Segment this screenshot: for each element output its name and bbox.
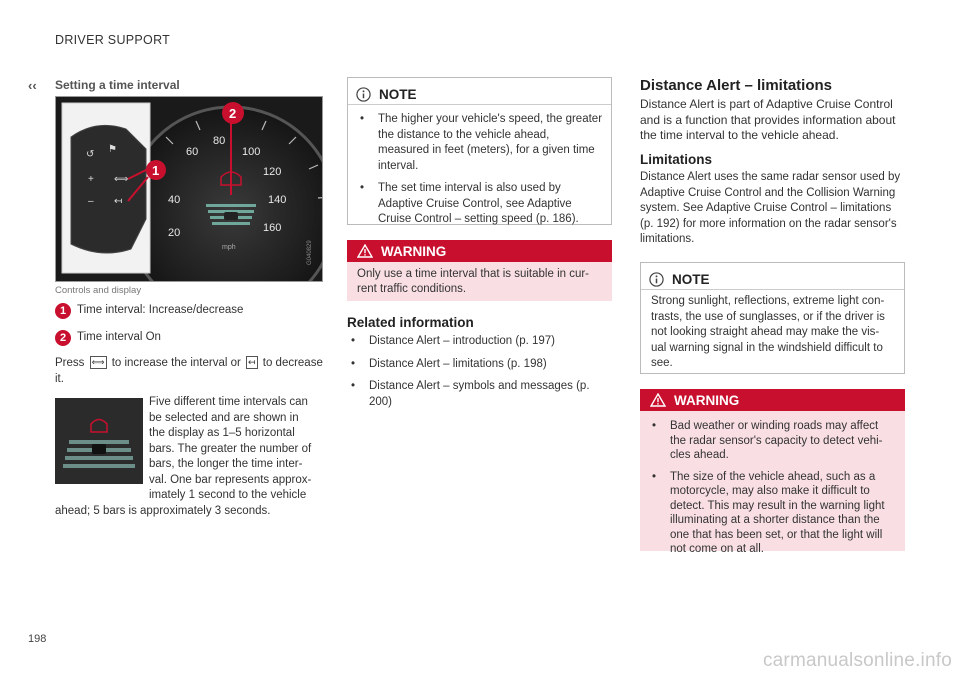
svg-text:1: 1 bbox=[152, 163, 160, 178]
info-icon bbox=[649, 272, 664, 287]
warning-text: Only use a time interval that is suitable in cur-rent traffic conditions. bbox=[357, 268, 590, 295]
warning-list bbox=[640, 411, 905, 557]
back-chevron-icon[interactable]: ‹‹ bbox=[28, 78, 37, 93]
watermark: carmanualsonline.info bbox=[762, 650, 952, 671]
note-header bbox=[641, 263, 904, 290]
callout-text-1: Time interval: Increase/decrease bbox=[77, 304, 244, 316]
interval-decrease-icon: ↤ bbox=[114, 196, 123, 207]
plus-button-icon: + bbox=[88, 174, 94, 185]
speed-label-100: 100 bbox=[242, 146, 261, 158]
controls-and-display-figure bbox=[55, 96, 323, 282]
callout-item-1 bbox=[55, 304, 320, 319]
speed-label-60: 60 bbox=[186, 146, 199, 158]
speed-label-120: 120 bbox=[263, 166, 282, 178]
svg-text:2: 2 bbox=[229, 106, 237, 121]
figure-illustration bbox=[56, 97, 322, 281]
related-links-list bbox=[347, 334, 612, 417]
subheading-time-interval: Setting a time interval bbox=[55, 78, 180, 92]
related-link[interactable]: • Distance Alert – introduction (p. 197) bbox=[347, 334, 612, 350]
speed-label-20: 20 bbox=[168, 227, 181, 239]
limitations-title: Limitations bbox=[640, 152, 713, 167]
warning-item: • The size of the vehicle ahead, such as a motorcycle, may also make it difficult to detect. This may result in the warning light illuminating at a shorter distance than the one that has been set, or that the light will not come on at all. bbox=[648, 470, 895, 557]
speed-label-140: 140 bbox=[268, 194, 287, 206]
note-title: NOTE bbox=[672, 271, 710, 287]
resume-button-icon: ↺ bbox=[86, 149, 95, 160]
limitations-text: Distance Alert uses the same radar sensor used by Adaptive Cruise Control and the Collision Warning system. See Adaptive Cruise Control – limitations (p. 192) for more information on the radar sensor's limitations. bbox=[640, 171, 901, 245]
note-item: • The higher your vehicle's speed, the greater the distance to the vehicle ahead, measured in feet (meters), for a given time interval. bbox=[356, 112, 603, 174]
interval-paragraph: Five different time intervals can be selected and are shown in the display as 1–5 horizontal bars. The greater the number of bars, the longer the time inter- val. One bar represents approx- imately 1 second to the vehicle bbox=[149, 396, 312, 501]
note-list bbox=[348, 105, 611, 228]
note-text: Strong sunlight, reflections, extreme light con-trasts, the use of sunglasses, or if the driver is not looking straight ahead may make the vis-ual warning signal in the windshield difficult to see. bbox=[651, 295, 885, 369]
press-instruction: Press ⟺ to increase the interval or ↤ to decrease it. bbox=[55, 357, 323, 385]
note-header bbox=[348, 78, 611, 105]
warning-box-right bbox=[640, 389, 905, 555]
warning-title: WARNING bbox=[674, 392, 740, 408]
warning-triangle-icon bbox=[357, 244, 373, 258]
warning-header bbox=[347, 240, 612, 262]
callout-number-1: 1 bbox=[55, 303, 71, 319]
interval-display-illustration bbox=[55, 398, 143, 484]
figure-code: G040829 bbox=[307, 240, 313, 265]
warning-header bbox=[640, 389, 905, 411]
unit-label: mph bbox=[222, 244, 236, 251]
callout-text-2: Time interval On bbox=[77, 331, 161, 343]
interval-increase-key-icon: ⟺ bbox=[91, 357, 105, 367]
note-item: • The set time interval is also used by Adaptive Cruise Control, see Adaptive Cruise Control – setting speed (p. 186). bbox=[356, 181, 603, 228]
callout-number-2: 2 bbox=[55, 330, 71, 346]
minus-button-icon: – bbox=[88, 196, 94, 207]
speed-label-40: 40 bbox=[168, 194, 181, 206]
interval-increase-icon: ⟺ bbox=[114, 174, 129, 185]
speed-label-160: 160 bbox=[263, 222, 282, 234]
warning-triangle-icon bbox=[650, 393, 666, 407]
interval-decrease-key-icon: ↤ bbox=[248, 357, 256, 367]
cruise-icon: ⚑ bbox=[108, 144, 117, 155]
distance-alert-intro: Distance Alert is part of Adaptive Cruise Control and is a function that provides information about the time interval to the vehicle ahead. bbox=[640, 97, 896, 142]
related-link[interactable]: • Distance Alert – symbols and messages (p. 200) bbox=[347, 379, 612, 410]
info-icon bbox=[356, 87, 371, 102]
distance-alert-limitations-title: Distance Alert – limitations bbox=[640, 77, 832, 94]
interval-display-image bbox=[55, 398, 143, 484]
related-link[interactable]: • Distance Alert – limitations (p. 198) bbox=[347, 357, 612, 373]
section-title: DRIVER SUPPORT bbox=[55, 33, 171, 47]
note-box-right bbox=[640, 262, 905, 374]
speed-label-80: 80 bbox=[213, 135, 226, 147]
note-box-middle bbox=[347, 77, 612, 225]
callout-item-2 bbox=[55, 331, 320, 346]
warning-title: WARNING bbox=[381, 243, 447, 259]
interval-paragraph-end: ahead; 5 bars is approximately 3 seconds. bbox=[55, 505, 271, 517]
related-information-title: Related information bbox=[347, 315, 474, 330]
page-number: 198 bbox=[28, 633, 47, 645]
figure-caption: Controls and display bbox=[55, 285, 142, 296]
note-title: NOTE bbox=[379, 86, 417, 102]
warning-item: • Bad weather or winding roads may affect the radar sensor's capacity to detect vehi-cles ahead. bbox=[648, 419, 895, 463]
warning-box-middle bbox=[347, 240, 612, 301]
